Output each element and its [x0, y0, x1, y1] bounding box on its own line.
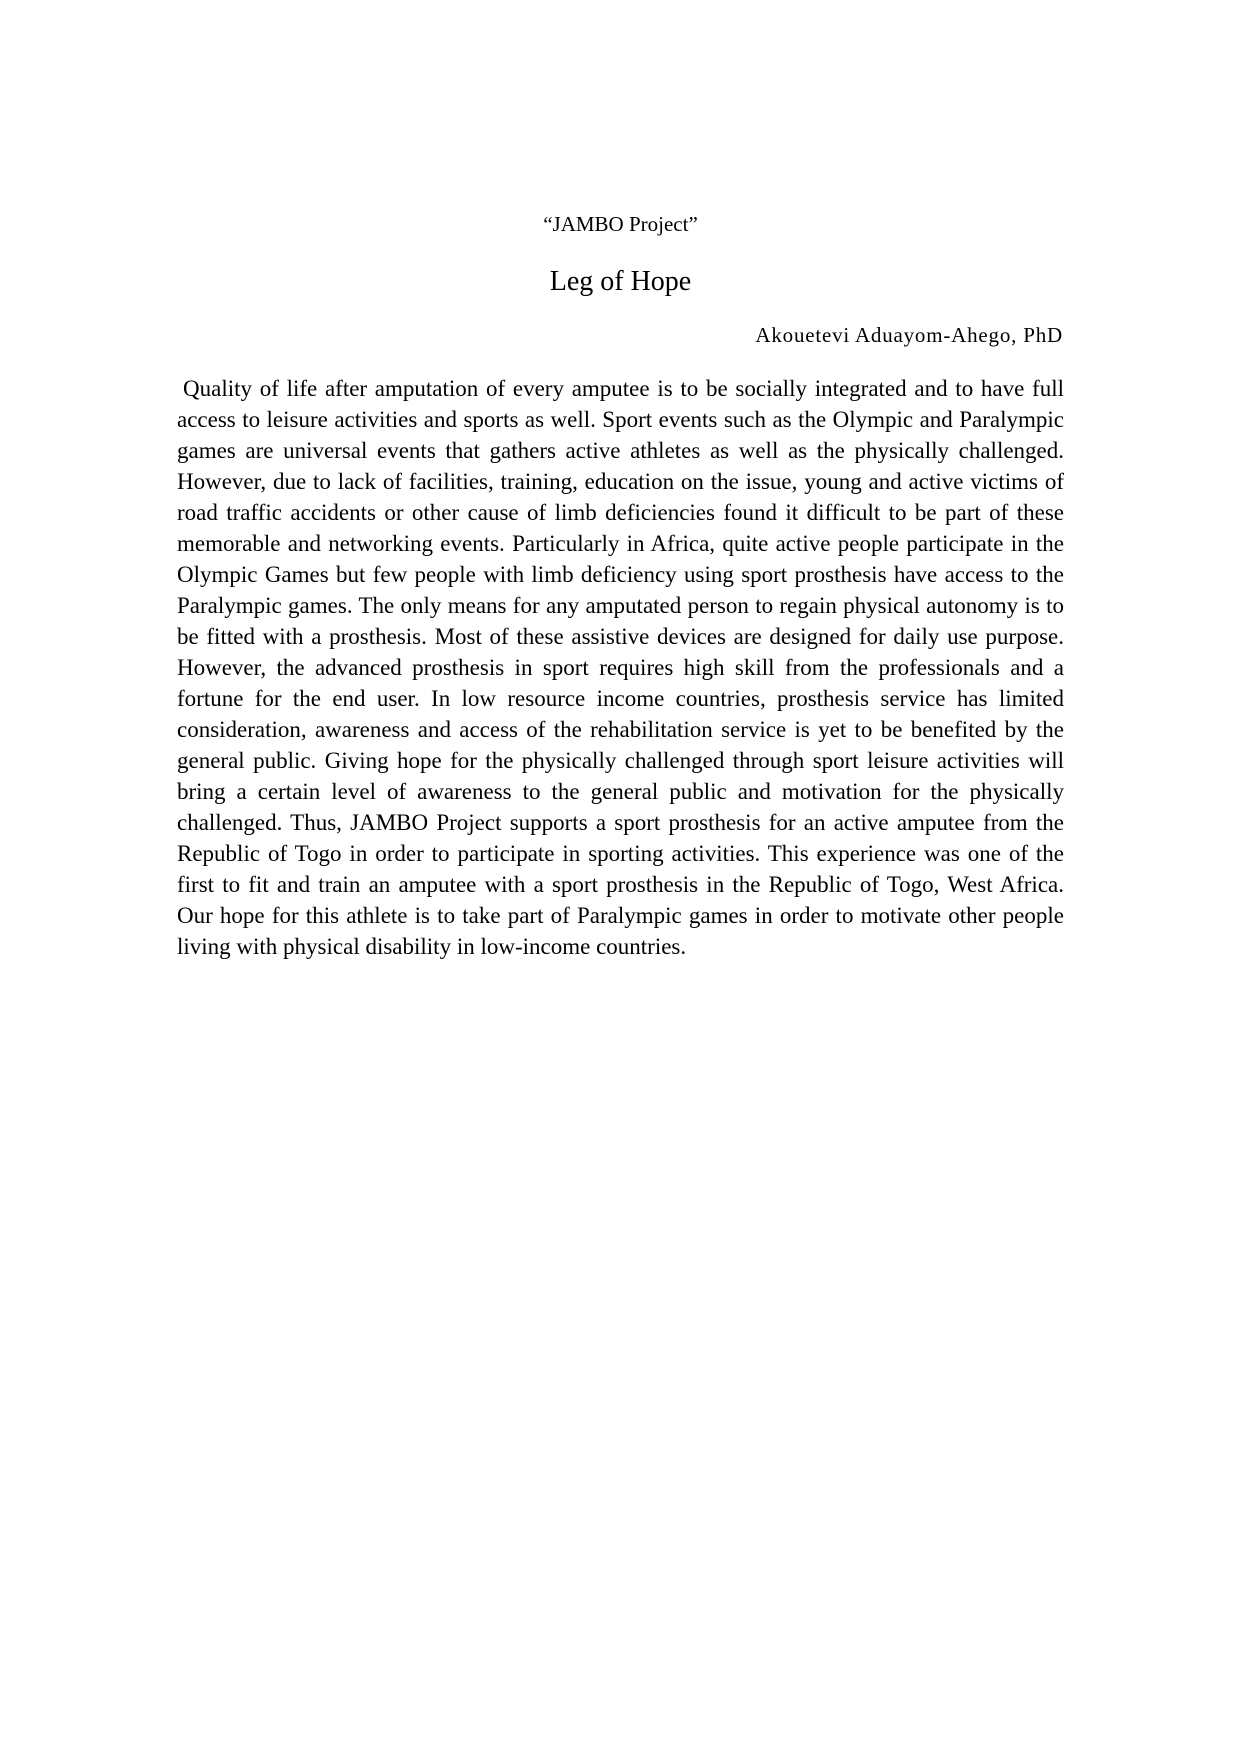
document-title: Leg of Hope [549, 266, 692, 297]
author-line: Akouetevi Aduayom-Ahego, PhD [755, 323, 1063, 347]
body-paragraph: Quality of life after amputation of every amputee is to be socially integrated and to have full access to leisure activities and sports as well. Sport events such as the Olympic and Paralympic games are universal events that gathers active athletes as well as the physically challenged. However, due to lack of facilities, training, education on the issue, young and active victims of road traffic accidents or other cause of limb deficiencies found it difficult to be part of these memorable and networking events. Particularly in Africa, quite active people participate in the Olympic Games but few people with limb deficiency using sport prosthesis have access to the Paralympic games. The only means for any amputated person to regain physical autonomy is to be fitted with a prosthesis. Most of these assistive devices are designed for daily use purpose. However, the advanced prosthesis in sport requires high skill from the professionals and a fortune for the end user. In low resource income countries, prosthesis service has limited consideration, awareness and access of the rehabilitation service is yet to be benefited by the general public. Giving hope for the physically challenged through sport leisure activities will bring a certain level of awareness to the general public and motivation for the physically challenged. Thus, JAMBO Project supports a sport prosthesis for an active amputee from the Republic of Togo in order to participate in sporting activities. This experience was one of the first to fit and train an amputee with a sport prosthesis in the Republic of Togo, West Africa. Our hope for this athlete is to take part of Paralympic games in order to motivate other people living with physical disability in low-income countries. [177, 376, 1064, 959]
project-label: “JAMBO Project” [543, 212, 698, 236]
